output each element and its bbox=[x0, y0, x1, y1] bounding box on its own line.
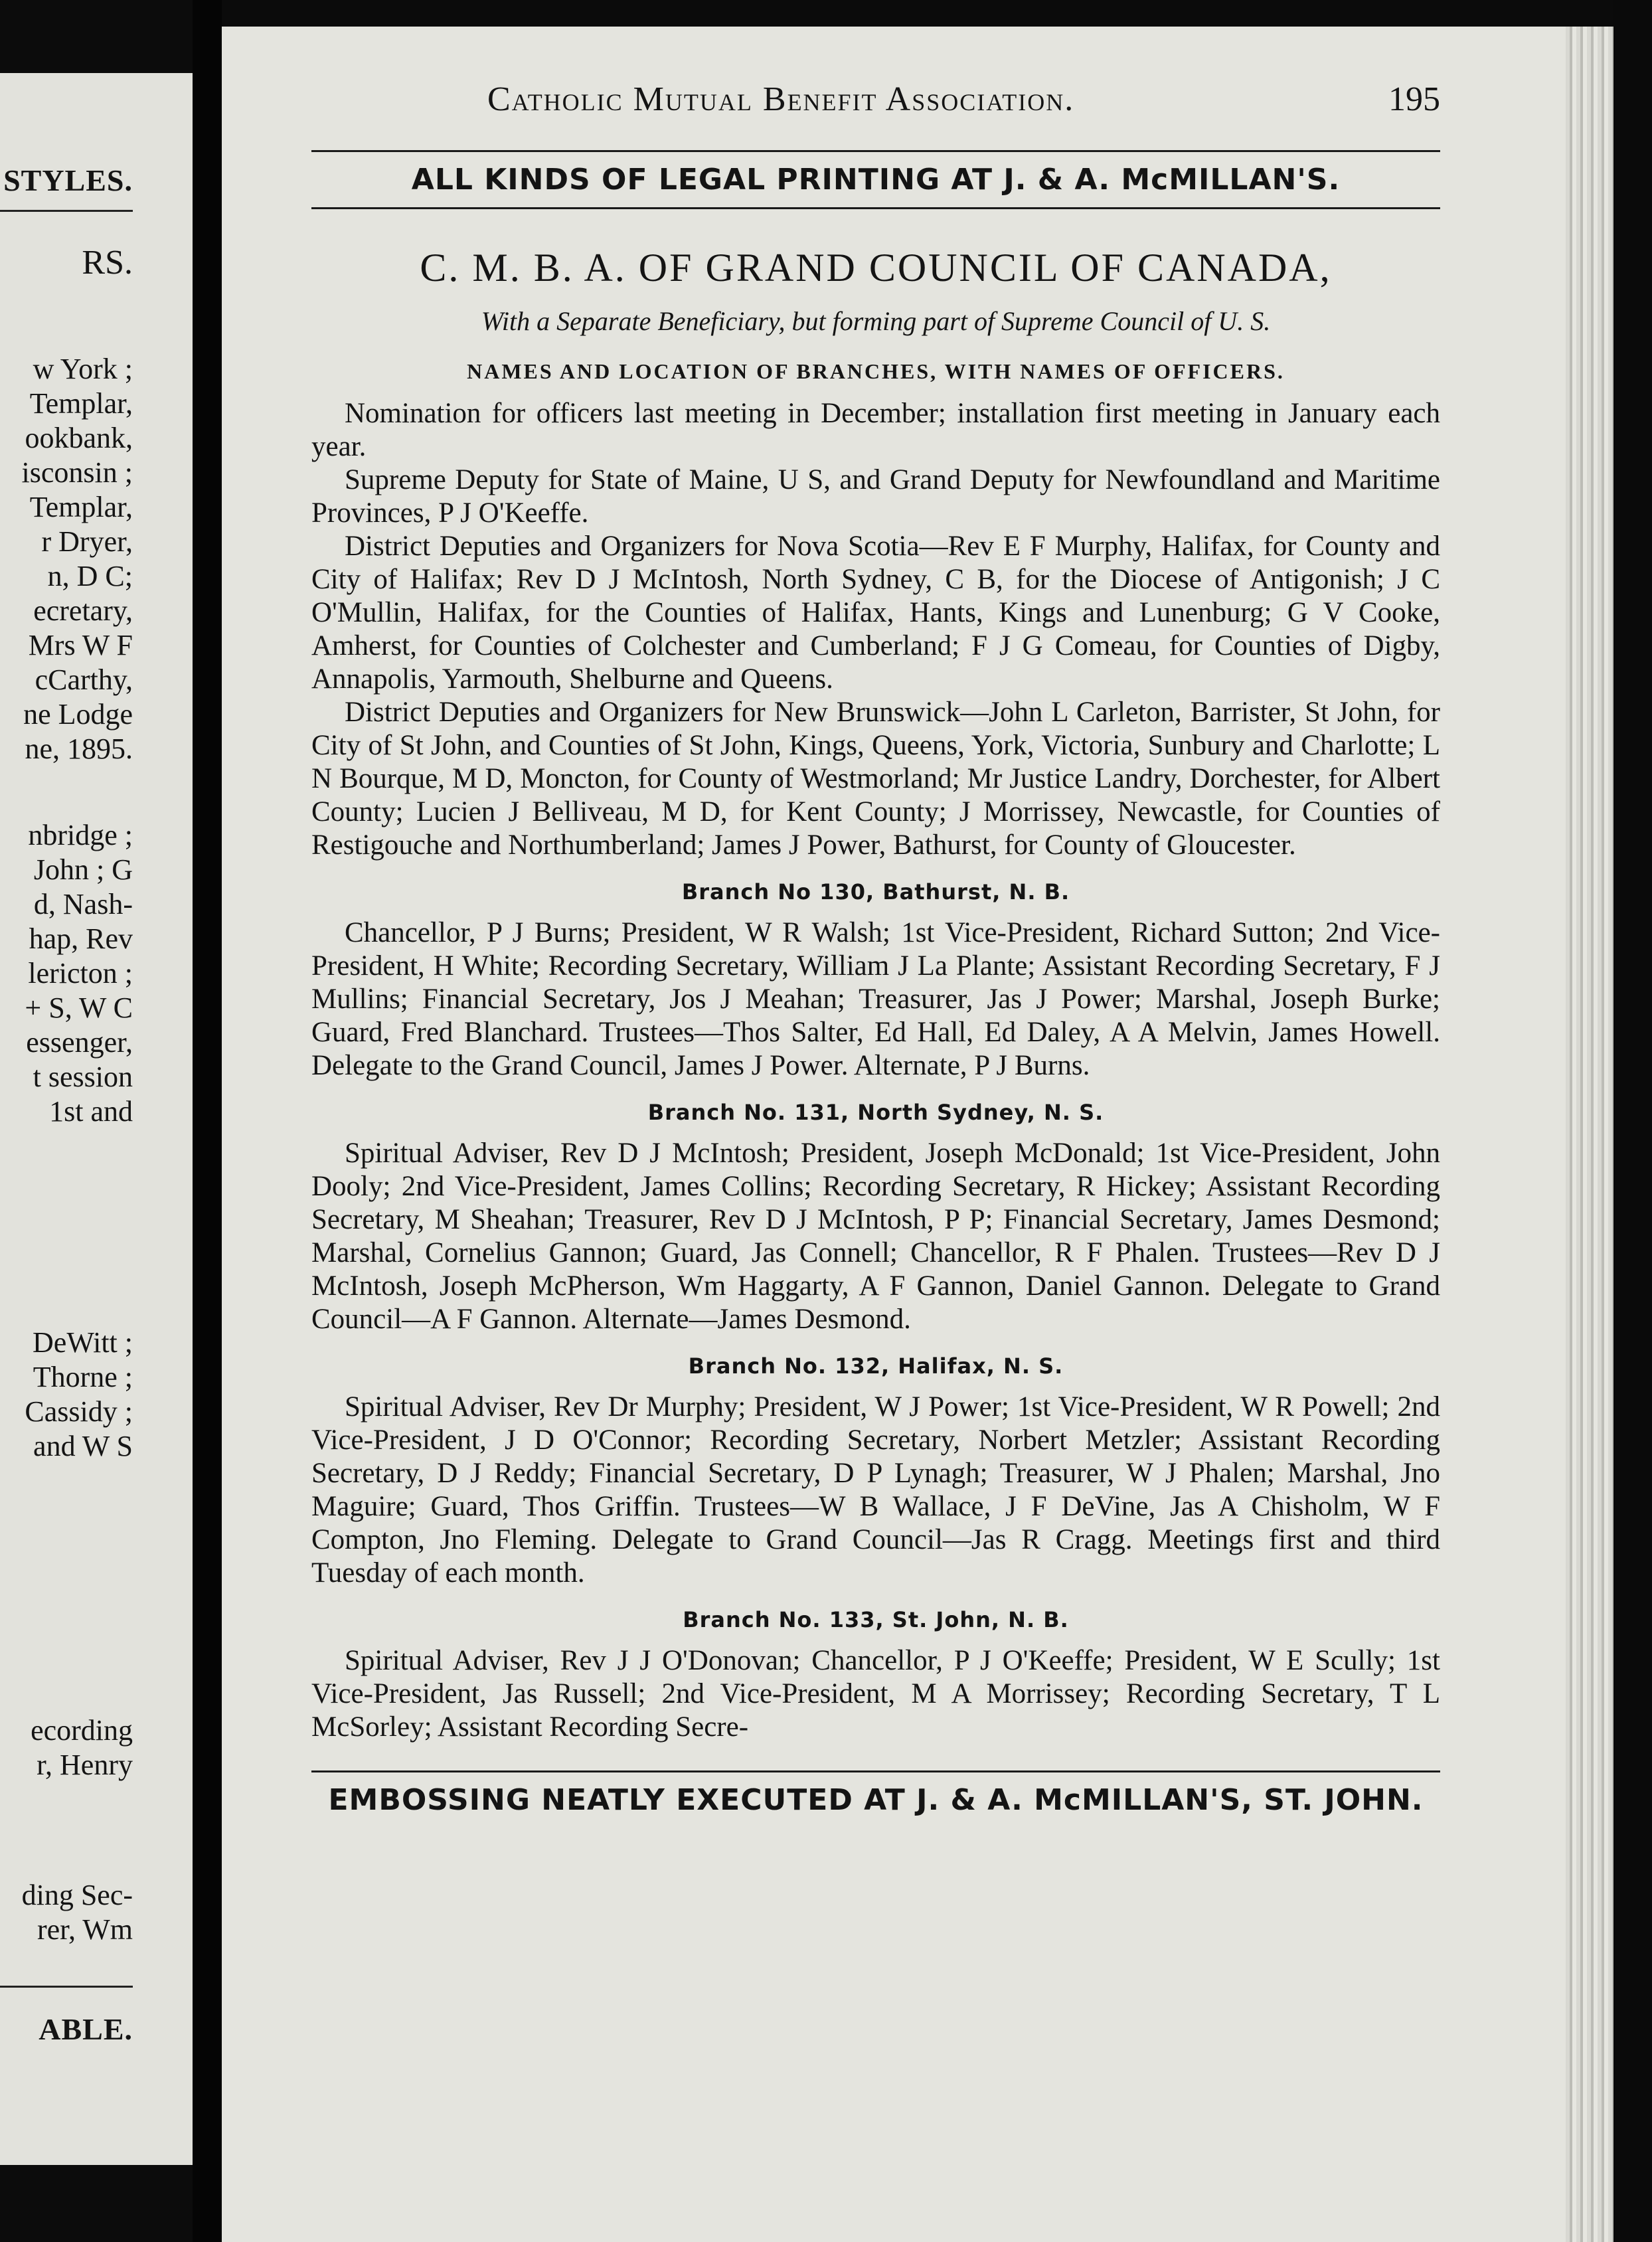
running-title: Catholic Mutual Benefit Association. bbox=[487, 80, 1075, 118]
scan-border-right bbox=[1613, 0, 1652, 2242]
branch-heading: Branch No. 133, St. John, N. B. bbox=[683, 1607, 1069, 1632]
facing-page-fragment bbox=[0, 73, 193, 2165]
facing-page-line: essenger, bbox=[26, 1026, 133, 1059]
section-title: C. M. B. A. OF GRAND COUNCIL OF CANADA, bbox=[420, 246, 1332, 290]
facing-page-rule bbox=[0, 210, 133, 212]
branch-officers: Spiritual Adviser, Rev Dr Murphy; President, W J Power; 1st Vice-President, W R Powell; 2nd Vice-President, J D O'Connor; Recording Secretary, Norbert Metzler; Assistant Recording Secretary, D J Reddy; Financial Secretary, D P Lynagh; Treasurer, W J Phalen; Marshal, Jno Maguire; Guard, Thos Griffin. Trustees—W B Wallace, J F DeVine, Jas A Chisholm, W F Compton, Jno Fleming. Delegate to Grand Council—Jas R Cragg. Meetings first and third Tuesday of each month. bbox=[311, 1391, 1440, 1589]
branch-officers: Spiritual Adviser, Rev J J O'Donovan; Chancellor, P J O'Keeffe; President, W E Scully; 1st Vice-President, Jas Russell; 2nd Vice-President, M A Morrissey; Recording Secretary, T L McSorley; Assistant Recording Secre- bbox=[311, 1645, 1440, 1743]
facing-page-line: ne, 1895. bbox=[25, 733, 133, 765]
bottom-advertisement: EMBOSSING NEATLY EXECUTED AT J. & A. McMILLAN'S, ST. JOHN. bbox=[328, 1783, 1424, 1817]
facing-page-line: and W S bbox=[33, 1430, 133, 1462]
facing-page-line: Templar, bbox=[29, 491, 133, 523]
intro-paragraph: Nomination for officers last meeting in December; installation first meeting in January each year. bbox=[311, 398, 1440, 462]
facing-page-line: nbridge ; bbox=[28, 819, 133, 851]
section-note: NAMES AND LOCATION OF BRANCHES, WITH NAMES OF OFFICERS. bbox=[467, 359, 1285, 383]
book-gutter bbox=[193, 0, 222, 2242]
facing-page-footer: ABLE. bbox=[39, 2012, 133, 2046]
facing-page-line: t session bbox=[33, 1061, 133, 1093]
intro-paragraph: District Deputies and Organizers for New Brunswick—John L Carleton, Barrister, St John, for City of St John, and Counties of St John, Kings, Queens, York, Victoria, Sunbury and Charlotte; L N Bourque, M D, Moncton, for County of Westmorland; Mr Justice Landry, Dorchester, for Albert County; Lucien J Belliveau, M D, for Kent County; J Morrissey, Newcastle, for Counties of Restigouche and Northumberland; James J Power, Bathurst, for County of Gloucester. bbox=[311, 697, 1440, 861]
facing-page-line: ding Sec- bbox=[21, 1879, 133, 1911]
footer-rule bbox=[311, 1770, 1440, 1772]
facing-page-line: ne Lodge bbox=[23, 698, 133, 731]
branch-heading: Branch No. 132, Halifax, N. S. bbox=[688, 1353, 1064, 1379]
facing-page-line: Thorne ; bbox=[33, 1361, 133, 1393]
facing-page-line: cCarthy, bbox=[35, 663, 133, 696]
facing-page-line: r, Henry bbox=[37, 1749, 133, 1781]
facing-page-rule bbox=[0, 1986, 133, 1988]
top-advertisement: ALL KINDS OF LEGAL PRINTING AT J. & A. McMILLAN'S. bbox=[411, 163, 1341, 197]
facing-page-line: w York ; bbox=[33, 353, 133, 385]
branch-heading: Branch No. 131, North Sydney, N. S. bbox=[647, 1100, 1104, 1125]
page-header bbox=[311, 80, 1440, 139]
facing-page-line: Cassidy ; bbox=[25, 1395, 133, 1428]
branch-heading: Branch No 130, Bathurst, N. B. bbox=[681, 879, 1070, 905]
facing-page-line: ecretary, bbox=[33, 594, 133, 627]
branch-officers: Chancellor, P J Burns; President, W R Walsh; 1st Vice-President, Richard Sutton; 2nd Vice-President, H White; Recording Secretary, William J La Plante; Assistant Recording Secretary, F J Mullins; Financial Secretary, Jos J Meahan; Treasurer, Jas J Power; Marshal, Joseph Burke; Guard, Fred Blanchard. Trustees—Thos Salter, Ed Hall, Ed Daley, A A Melvin, James Howell. Delegate to the Grand Council, James J Power. Alternate, P J Burns. bbox=[311, 917, 1440, 1081]
facing-page-line: rer, Wm bbox=[37, 1913, 133, 1946]
intro-paragraph: District Deputies and Organizers for Nova Scotia—Rev E F Murphy, Halifax, for County and City of Halifax; Rev D J McIntosh, North Sydney, C B, for the Diocese of Antigonish; J C O'Mullin, Halifax, for the Counties of Halifax, Hants, Kings and Lunenburg; G V Cooke, Amherst, for Counties of Colchester and Cumberland; F J G Comeau, for Counties of Digby, Annapolis, Yarmouth, Shelburne and Queens. bbox=[311, 531, 1440, 695]
facing-page-line: 1st and bbox=[49, 1095, 133, 1128]
facing-page-line: Templar, bbox=[29, 387, 133, 420]
page-number: 195 bbox=[1388, 80, 1440, 118]
header-rule bbox=[311, 150, 1440, 152]
page-content bbox=[311, 80, 1440, 1817]
facing-page-heading: STYLES. bbox=[3, 163, 133, 197]
intro-paragraph: Supreme Deputy for State of Maine, U S, and Grand Deputy for Newfoundland and Maritime Provinces, P J O'Keeffe. bbox=[311, 464, 1440, 529]
facing-page-line: hap, Rev bbox=[29, 922, 133, 955]
facing-page-line: n, D C; bbox=[47, 560, 133, 592]
page-edge bbox=[1566, 27, 1613, 2242]
facing-page-line: Mrs W F bbox=[28, 629, 133, 661]
facing-page-line: ookbank, bbox=[25, 422, 133, 454]
facing-page-line: DeWitt ; bbox=[33, 1326, 133, 1359]
facing-page-line: John ; G bbox=[33, 853, 133, 886]
facing-page-line: d, Nash- bbox=[33, 888, 133, 920]
facing-page-line: lericton ; bbox=[28, 957, 133, 990]
facing-page-line: + S, W C bbox=[25, 992, 133, 1024]
facing-page-heading-2: RS. bbox=[82, 244, 133, 282]
facing-page-line: isconsin ; bbox=[21, 456, 133, 489]
book-page bbox=[222, 27, 1566, 2242]
branch-officers: Spiritual Adviser, Rev D J McIntosh; President, Joseph McDonald; 1st Vice-President, John Dooly; 2nd Vice-President, James Collins; Recording Secretary, R Hickey; Assistant Recording Secretary, M Sheahan; Treasurer, Rev D J McIntosh, P P; Financial Secretary, James Desmond; Marshal, Cornelius Gannon; Guard, Jas Connell; Chancellor, R F Phalen. Trustees—Rev D J McIntosh, Joseph McPherson, Wm Haggarty, A F Gannon, Daniel Gannon. Delegate to Grand Council—A F Gannon. Alternate—James Desmond. bbox=[311, 1138, 1440, 1335]
ad-rule bbox=[311, 207, 1440, 209]
facing-page-line: r Dryer, bbox=[41, 525, 133, 558]
facing-page-line: ecording bbox=[31, 1714, 133, 1747]
section-subtitle: With a Separate Beneficiary, but forming part of Supreme Council of U. S. bbox=[481, 306, 1271, 336]
